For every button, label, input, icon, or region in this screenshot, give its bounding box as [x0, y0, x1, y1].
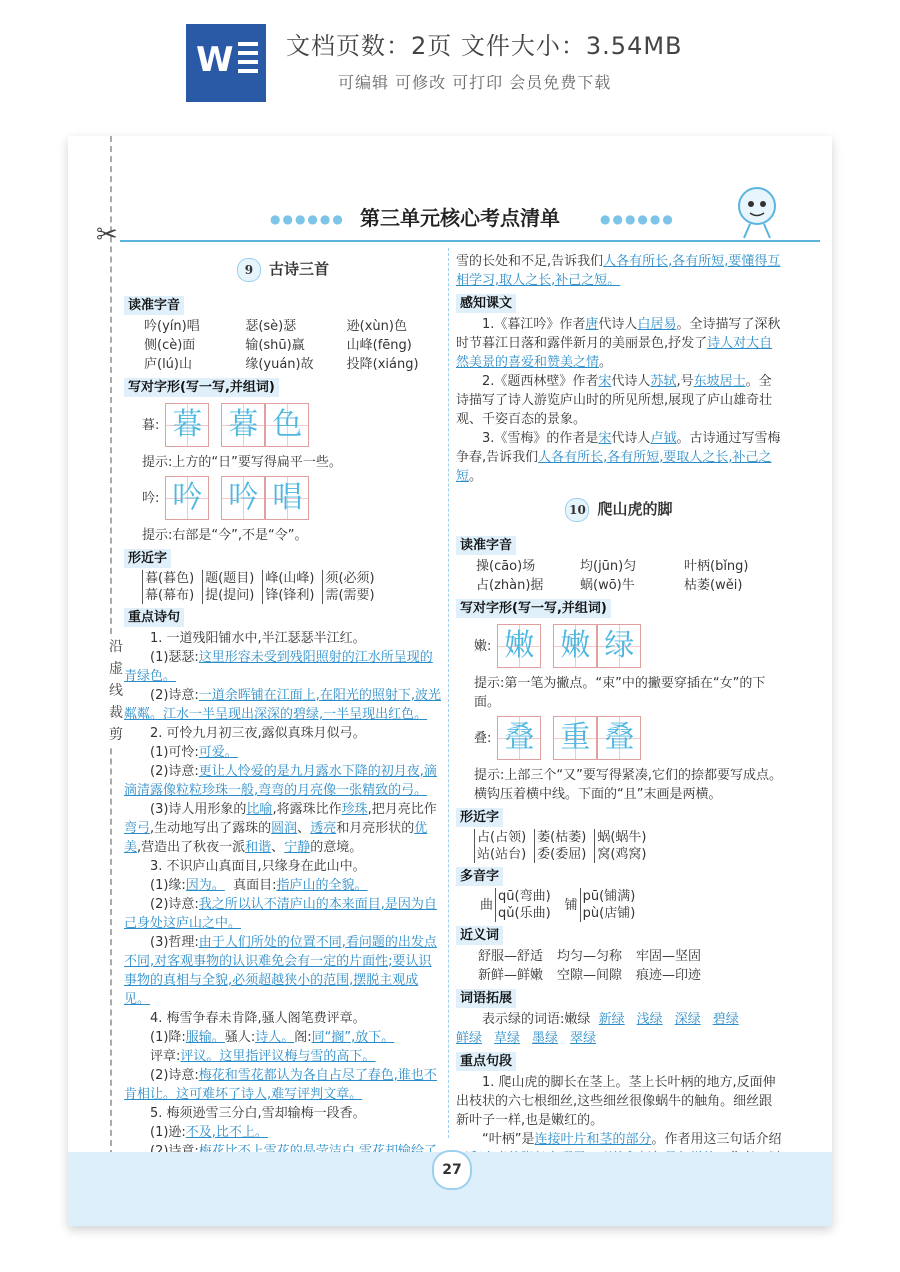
- page-number: 27: [432, 1150, 472, 1190]
- cut-instruction: 沿虚线裁剪: [106, 636, 126, 746]
- writing-row: 嫩: 嫩 嫩 绿: [474, 624, 782, 668]
- synonym-list: 舒服—舒适 均匀—匀称 牢固—坚固 新鲜—鲜嫩 空隙—间隙 痕迹—印迹: [478, 949, 702, 983]
- word-extension: 表示绿的词语:嫩绿 新绿 浅绿 深绿 碧绿: [482, 1012, 739, 1027]
- tian-box: 叠: [597, 716, 641, 760]
- tian-box: 唱: [265, 476, 309, 520]
- similar-chars: 暮(暮色) 幕(幕布) 题(题目) 提(提问) 峰(山峰) 锋(锋利) 须(必须) 需(需要): [124, 570, 442, 604]
- tian-box: 吟: [165, 476, 209, 520]
- poem-line: 2. 可怜九月初三夜,露似真珠月似弓。: [150, 726, 366, 741]
- page-header: [120, 196, 820, 242]
- lesson-title: 9 古诗三首: [124, 258, 442, 282]
- section-label: 读准字音: [124, 296, 184, 315]
- writing-row: 暮: 暮 暮 色: [142, 403, 442, 447]
- writing-tip: 提示:第一笔为撇点。“束”中的撇要穿插在“女”的下面。: [474, 676, 766, 710]
- mascot-icon: [730, 182, 784, 242]
- tian-box: 绿: [597, 624, 641, 668]
- section-label: 读准字音: [456, 536, 516, 555]
- header-dots-right: ●●●●●●: [600, 212, 675, 226]
- section-label: 近义词: [456, 926, 503, 945]
- scissors-icon: ✂: [96, 220, 118, 250]
- tian-box: 叠: [497, 716, 541, 760]
- banner-title: 文档页数：2页 文件大小：3.54MB: [286, 32, 683, 60]
- page-title: 第三单元核心考点清单: [360, 206, 560, 230]
- writing-tip: 提示:上部三个“又”要写得紧凑,它们的捺都要写成点。横钩压着横中线。下面的“且”末画是两横。: [474, 768, 782, 802]
- tian-box: 暮: [165, 403, 209, 447]
- pinyin-list: 操(cāo)场 均(jūn)匀 叶柄(bǐng) 占(zhàn)据 蜗(wō)牛 枯萎(wěi): [476, 559, 749, 593]
- pinyin-list: 吟(yín)唱 瑟(sè)瑟 逊(xùn)色 侧(cè)面 输(shū)赢 山峰(fēng) 庐(lú)山 缘(yuán)故 投降(xiáng): [144, 319, 419, 372]
- section-label: 写对字形(写一写,并组词): [456, 599, 611, 618]
- key-passage: 1. 爬山虎的脚长在茎上。茎上长叶柄的地方,反面伸出枝状的六七根细丝,这些细丝很像蜗牛的触角。细丝跟新叶子一样,也是嫩红的。: [456, 1075, 776, 1128]
- word-doc-icon: W: [186, 24, 266, 102]
- writing-tip: 提示:上方的“日”要写得扁平一些。: [142, 455, 342, 470]
- poem-line: 5. 梅须逊雪三分白,雪却输梅一段香。: [150, 1106, 366, 1121]
- download-banner: [0, 0, 900, 120]
- section-label: 形近字: [456, 808, 503, 827]
- section-label: 多音字: [456, 867, 503, 886]
- writing-row: 吟: 吟 吟 唱: [142, 476, 442, 520]
- polyphone-list: 曲 qū(弯曲) qǔ(乐曲) 铺 pū(铺满) pù(店铺): [480, 889, 636, 921]
- tian-box: 吟: [221, 476, 265, 520]
- section-label: 重点诗句: [124, 608, 184, 627]
- tian-box: 重: [553, 716, 597, 760]
- section-label: 形近字: [124, 549, 171, 568]
- writing-row: 叠: 叠 重 叠: [474, 716, 782, 760]
- left-column: 9 古诗三首 读准字音 吟(yín)唱 瑟(sè)瑟 逊(xùn)色 侧(cè)面 输(shū)赢 山峰(fēng) 庐(lú)山 缘(yuán)故 投降(xiáng) 写对字形(写一写,并组词) 暮: 暮 暮 色 提示:上方的“日”要写得扁平一些。 吟: 吟 吟 唱 提示:右部是“今”,不是“令”。 形近字 暮(暮色) 幕(幕布) 题(题目) 提(提问) 峰(山峰) 锋(锋利) 须(必须) 需(需要) 重点诗句 1. 一道残阳铺水中,半江瑟瑟半江红。 (1)瑟瑟:这里形容未受到残阳照射的江水所呈现的青绿色。 (2)诗意:一道余晖铺在江面上,在阳光的照射下,波光粼粼。江水一半呈现出深深的碧绿,一半呈现出红色。 2. 可怜九月初三夜,露似真珠月似弓。 (1)可怜:可爱。 (2)诗意:更让人怜爱的是九月露水下降的初月夜,滴滴清露像粒粒珍珠一般,弯弯的月亮像一张精致的弓。 (3)诗人用形象的比喻,将露珠比作珍珠,把月亮比作弯弓,生动地写出了露珠的圆润、透亮和月亮形状的优美,营造出了秋夜一派和谐、宁静的意境。 3. 不识庐山真面目,只缘身在此山中。 (1)缘:因为。 真面目:指庐山的全貌。 (2)诗意:我之所以认不清庐山的本来面目,是因为自己身处这庐山之中。 (3)哲理:由于人们所处的位置不同,看问题的出发点不同,对客观事物的认识难免会有一定的片面性;要认识事物的真相与全貌,必须超越狭小的范围,摆脱主观成见。 4. 梅雪争春未肯降,骚人阁笔费评章。 (1)降:服输。骚人:诗人。阁:同“搁”,放下。 评章:评议。这里指评议梅与雪的高下。 (2)诗意:梅花和雪花都认为各自占尽了春色,谁也不肯相让。这可难坏了诗人,难写评判文章。 5. 梅须逊雪三分白,雪却输梅一段香。 (1)逊:不及,比不上。: [124, 260, 442, 1140]
- lesson-title: 10 爬山虎的脚: [456, 498, 782, 522]
- banner-subtitle: 可编辑 可修改 可打印 会员免费下载: [338, 73, 612, 92]
- tian-box: 暮: [221, 403, 265, 447]
- poem-line: 1. 一道残阳铺水中,半江瑟瑟半江红。: [150, 631, 366, 646]
- poem-line: 4. 梅雪争春未肯降,骚人阁笔费评章。: [150, 1011, 366, 1026]
- tian-box: 嫩: [497, 624, 541, 668]
- poem-line: 3. 不识庐山真面目,只缘身在此山中。: [150, 859, 366, 874]
- similar-chars: 占(占领) 站(站台) 萎(枯萎) 委(委屈) 蜗(蜗牛) 窝(鸡窝): [456, 829, 782, 863]
- header-dots-left: ●●●●●●: [270, 212, 345, 226]
- tian-box: 嫩: [553, 624, 597, 668]
- right-column: 雪的长处和不足,告诉我们人各有所长,各有所短,要懂得互相学习,取人之长,补己之短。 感知课文 1.《暮江吟》作者唐代诗人白居易。全诗描写了深秋时节暮江日落和露伴新月的美丽景色,抒发了诗人对大自然美景的喜爱和赞美之情。 2.《题西林壁》作者宋代诗人苏轼,号东坡居士。全诗描写了诗人游览庐山时的所见所想,展现了庐山雄奇壮观、千姿百态的景象。 3.《雪梅》的作者是宋代诗人卢钺。古诗通过写雪梅争春,告诉我们人各有所长,各有所短,要取人之长,补己之短。 10 爬山虎的脚 读准字音 操(cāo)场 均(jūn)匀 叶柄(bǐng) 占(zhàn)据 蜗(wō)牛 枯萎(wěi) 写对字形(写一写,并组词) 嫩: 嫩 嫩 绿 提示:第一笔为撇点。“束”中的撇要穿插在“女”的下面。 叠: 叠 重 叠 提示:上部三个“又”要写得紧凑,它们的捺都要写成点。横钩压着横中线。下面的“且”末画是两横。 形近字 占(占领) 站(站台) 萎(枯萎) 委(委屈) 蜗(蜗牛) 窝(鸡窝) 多音字 曲 qū(弯曲) qǔ(乐曲) 铺 pū(铺满) pù(店铺) 近义词 舒服—舒适 均匀—匀称 牢固—坚固 新鲜—鲜嫩 空隙—间隙 痕迹—印迹 词语拓展 表示绿的词语:嫩绿 新绿 浅绿 深绿 碧绿 鲜绿 草绿 墨绿 翠绿 重点句段 1. 爬山虎的脚长在茎上。茎上长叶柄的地方,反面伸出枝状的六七根细丝,这些细丝很像蜗牛的触角。细丝跟新叶子一样,也是嫩红的。 “叶柄”是连接叶片和茎的部分。作者用这三句话介绍: [456, 254, 782, 1147]
- document-page: [68, 136, 832, 1226]
- tian-box: 色: [265, 403, 309, 447]
- section-label: 写对字形(写一写,并组词): [124, 378, 279, 397]
- section-label: 感知课文: [456, 294, 516, 313]
- writing-tip: 提示:右部是“今”,不是“令”。: [142, 528, 308, 543]
- section-label: 重点句段: [456, 1052, 516, 1071]
- section-label: 词语拓展: [456, 989, 516, 1008]
